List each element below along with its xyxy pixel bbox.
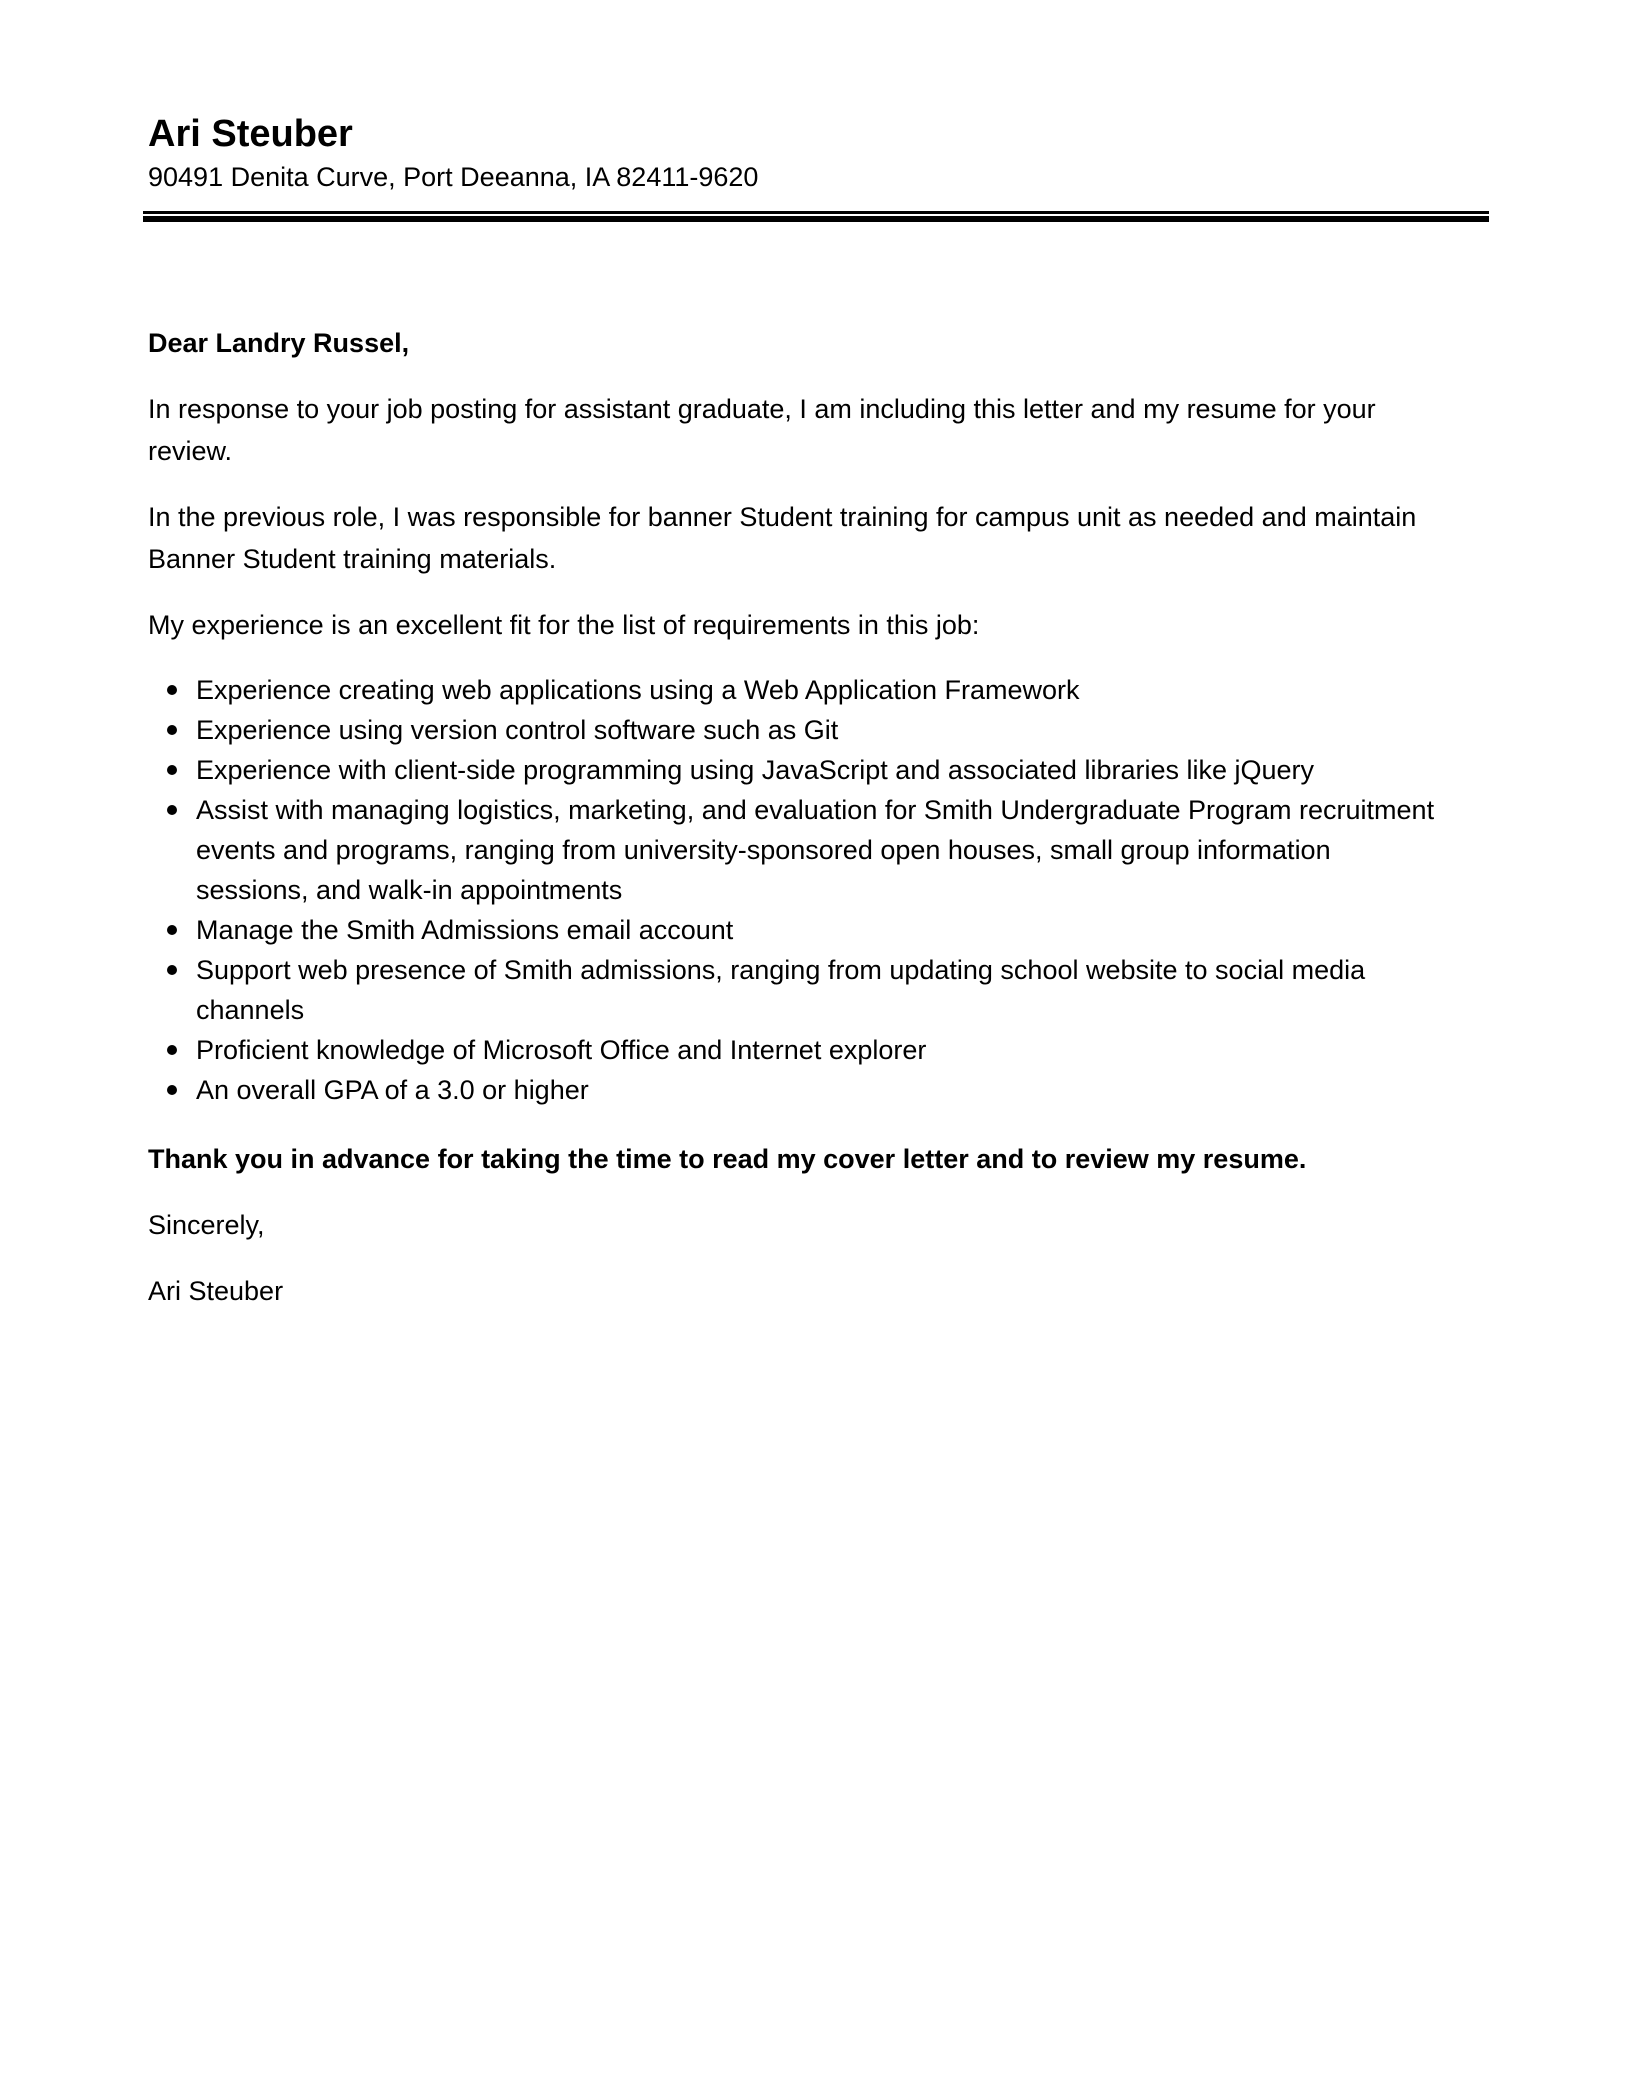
bullet-icon	[167, 965, 177, 975]
list-item	[196, 710, 1448, 750]
closing-statement: Thank you in advance for taking the time to read my cover letter and to review my resume.	[148, 1144, 1307, 1174]
list-item-text: Experience with client-side programming using JavaScript and associated libraries like jQuery	[196, 755, 1315, 785]
list-item-text: Support web presence of Smith admissions, ranging from updating school website to social media channels	[196, 955, 1366, 1025]
list-item	[196, 750, 1448, 790]
list-item-text: An overall GPA of a 3.0 or higher	[196, 1075, 589, 1105]
header-divider	[143, 211, 1489, 223]
list-item-text: Manage the Smith Admissions email account	[196, 915, 734, 945]
bullet-icon	[167, 725, 177, 735]
paragraph-intro: In response to your job posting for assistant graduate, I am including this letter and my resume for your review.	[148, 394, 1376, 466]
paragraph-fit: My experience is an excellent fit for the list of requirements in this job:	[148, 610, 980, 640]
list-item	[196, 950, 1448, 1030]
sender-address: 90491 Denita Curve, Port Deeanna, IA 82411-9620	[148, 162, 759, 192]
signoff: Sincerely,	[148, 1210, 265, 1240]
bullet-icon	[167, 1085, 177, 1095]
list-item-text: Experience using version control software such as Git	[196, 715, 839, 745]
bullet-icon	[167, 805, 177, 815]
bullet-icon	[167, 1045, 177, 1055]
list-item-text: Experience creating web applications using a Web Application Framework	[196, 675, 1080, 705]
letter-body	[148, 322, 1448, 1336]
list-item	[196, 670, 1448, 710]
list-item-text: Assist with managing logistics, marketing, and evaluation for Smith Undergraduate Program recruitment events and programs, ranging from university-sponsored open houses, small group information sessions, and walk-in appointments	[196, 795, 1435, 905]
requirements-list	[148, 670, 1448, 1110]
list-item	[196, 790, 1448, 910]
list-item	[196, 910, 1448, 950]
header-divider-thick-line	[143, 216, 1489, 222]
bullet-icon	[167, 925, 177, 935]
sender-name: Ari Steuber	[148, 113, 353, 155]
letter-header	[148, 110, 1488, 196]
list-item	[196, 1030, 1448, 1070]
list-item-text: Proficient knowledge of Microsoft Office and Internet explorer	[196, 1035, 927, 1065]
salutation: Dear Landry Russel,	[148, 328, 410, 358]
bullet-icon	[167, 765, 177, 775]
bullet-icon	[167, 685, 177, 695]
paragraph-previous-role: In the previous role, I was responsible for banner Student training for campus unit as needed and maintain Banner Student training materials.	[148, 502, 1417, 574]
list-item	[196, 1070, 1448, 1110]
signature-name: Ari Steuber	[148, 1276, 284, 1306]
header-divider-thin-line	[143, 211, 1489, 214]
